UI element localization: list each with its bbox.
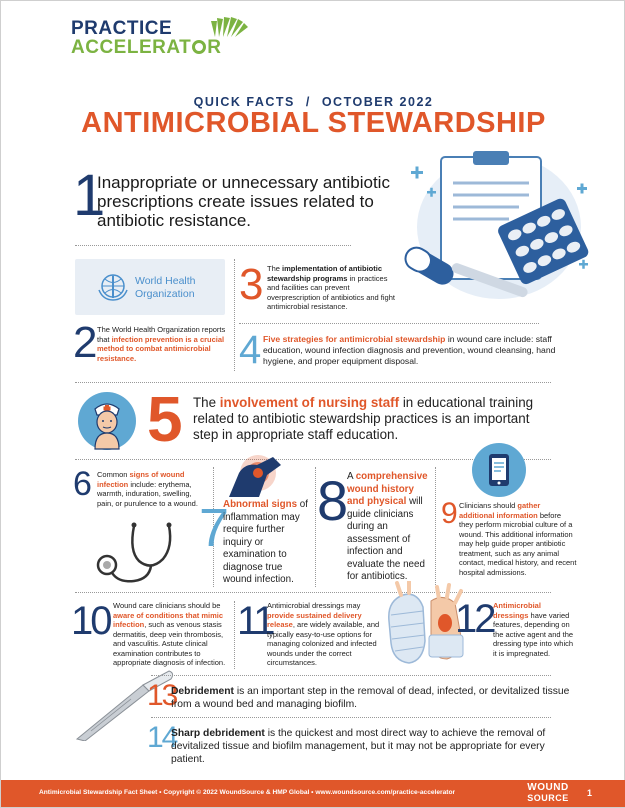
divider [75, 245, 351, 246]
stethoscope-icon [89, 521, 189, 591]
fact-9-pre: Clinicians should [459, 501, 518, 510]
clipboard-pills-illustration [389, 147, 599, 307]
brand-line2: ACCELERAT [71, 37, 192, 58]
fact-11-post: , are widely available, and typically easy-to-use options for managing colonized and infected wounds under the correct circumstances. [267, 620, 380, 667]
fact-13-text [171, 685, 571, 711]
fact-8-pre: A [347, 471, 356, 482]
divider [151, 717, 551, 718]
divider-vertical [435, 467, 436, 587]
kicker-right: OCTOBER 2022 [321, 95, 434, 109]
divider [75, 592, 551, 593]
footer-text: Antimicrobial Stewardship Fact Sheet • Copyright © 2022 WoundSource & HMP Global • www.woundsource.com/practice-accelerator [39, 789, 456, 796]
fact-7-highlight: Abnormal signs [223, 499, 298, 510]
accelerator-fan-icon [209, 13, 251, 39]
fact-12-post: have varied features, depending on the active agent and the dressing type into which it is impregnated. [493, 610, 574, 658]
fact-3-text [267, 264, 395, 312]
fact-12-highlight: Antimicrobial dressings [493, 601, 541, 620]
who-name-line1: World Health [135, 275, 196, 287]
fact-14-text [171, 727, 571, 766]
fact-8-post: will guide clinicians during an assessment of infection and evaluate the need for antibiotics. [347, 496, 425, 582]
fact-5-text [193, 395, 553, 443]
fact-11-highlight: provide sustained delivery release [267, 610, 362, 629]
fact-11-text [267, 601, 387, 668]
fact-6-pre: Common [97, 470, 130, 479]
practice-accelerator-logo [71, 19, 231, 59]
page-title: ANTIMICROBIAL STEWARDSHIP [81, 107, 546, 139]
fact-7-post: of inflammation may require further inquiry or examination to diagnose true wound infection. [223, 499, 308, 585]
fact-7-number: 7 [199, 498, 230, 558]
fact-1-number: 1 [73, 163, 106, 228]
fact-4-post: in wound care include: staff education, wound infection diagnosis and prevention, wound cleansing, hand hygiene, and proper equipment disposal. [263, 334, 556, 366]
brand-line2-end: R [207, 37, 222, 58]
fact-10-highlight: aware of conditions that mimic infection [113, 610, 224, 629]
who-logo-box [75, 259, 225, 315]
fact-7-text [223, 499, 313, 587]
divider [151, 675, 551, 676]
fact-10-post: , such as venous stasis dermatitis, deep vein thrombosis, and vasculitis. Astute clinical examination contributes to appropriate diagnosis of infection. [113, 620, 226, 667]
fact-6-highlight: signs of wound infection [97, 470, 185, 489]
fact-9-number: 9 [441, 497, 458, 530]
mobile-phone-icon [471, 442, 527, 498]
fact-6-number: 6 [73, 465, 92, 503]
fact-5-highlight: involvement of nursing staff [219, 395, 400, 410]
divider-vertical [234, 601, 235, 669]
who-name-line2: Organization [135, 288, 195, 300]
divider-vertical [315, 467, 316, 587]
fact-8-number: 8 [317, 469, 349, 532]
divider [239, 323, 539, 324]
fact-3-post: in practices and facilities can prevent overprescription of antibiotics and fight antimicrobial resistance. [267, 273, 395, 311]
logo-top: WOUND [527, 782, 569, 793]
divider-vertical [234, 259, 235, 371]
fact-13-highlight: Debridement [171, 686, 234, 697]
fact-3-pre: The [267, 264, 283, 273]
fact-14-highlight: Sharp debridement [171, 728, 265, 739]
fact-6-post: include: erythema, warmth, induration, swelling, pain, or purulence to a wound. [97, 479, 198, 508]
fact-14-post: is the quickest and most direct way to achieve the removal of devitalized tissue and biofilm management, but it may not be appropriate for every patient. [171, 728, 546, 765]
fact-2-pre: The World Health Organization reports that [97, 325, 226, 344]
fact-14-number: 14 [147, 721, 177, 754]
fact-3-number: 3 [239, 260, 264, 309]
fact-12-number: 12 [455, 597, 494, 641]
footer-bar [1, 780, 625, 807]
fact-9-highlight: gather additional information [459, 501, 541, 520]
fact-2-text [97, 325, 231, 363]
fact-5-pre: The [193, 395, 220, 410]
fact-10-number: 10 [71, 599, 110, 643]
page-number: 1 [587, 788, 593, 798]
woundsource-logo [523, 783, 573, 803]
fact-4-highlight: Five strategies for antimicrobial stewardship [263, 334, 446, 344]
fact-13-number: 13 [147, 679, 177, 712]
fact-8-text [347, 471, 431, 584]
fact-6-text [97, 470, 209, 508]
fact-12-text [493, 601, 575, 658]
fact-3-highlight: implementation of antibiotic stewardship programs [267, 264, 383, 283]
fact-5-number: 5 [147, 383, 183, 455]
brand-line1: PRACTICE [71, 18, 173, 39]
fact-2-highlight: infection prevention is a crucial method to combat antimicrobial resistance. [97, 334, 225, 363]
fact-1-text: Inappropriate or unnecessary antibiotic prescriptions create issues related to antibiotic resistance. [97, 173, 390, 230]
logo-bottom: SOURCE [527, 793, 569, 803]
fact-10-pre: Wound care clinicians should be [113, 601, 221, 610]
fact-10-text [113, 601, 231, 668]
fact-4-text [263, 334, 559, 367]
fact-11-pre: Antimicrobial dressings may [267, 601, 361, 610]
fact-8-highlight: comprehensive wound history and physical [347, 471, 428, 507]
fact-2-number: 2 [73, 318, 98, 367]
fact-11-number: 11 [237, 599, 273, 643]
kicker-separator: / [305, 95, 311, 109]
inflamed-arm-icon [225, 453, 287, 497]
fact-9-post: before they perform microbial culture of a wound. This additional information may help guide proper antibiotic treatment, such as any animal contact, medical history, and recent hospital admissions. [459, 510, 577, 577]
fact-9-text [459, 501, 577, 577]
fact-13-post: is an important step in the removal of dead, infected, or devitalized tissue from a wound bed and managing biofilm. [171, 686, 570, 710]
fact-5-post: in educational training related to antibiotic stewardship practices is an important step in appropriate staff education. [193, 395, 534, 442]
nurse-avatar-icon [77, 391, 137, 451]
who-emblem-icon [97, 272, 129, 302]
brand-o-icon [192, 40, 206, 54]
kicker-left: QUICK FACTS [193, 95, 295, 109]
fact-4-number: 4 [239, 328, 262, 372]
